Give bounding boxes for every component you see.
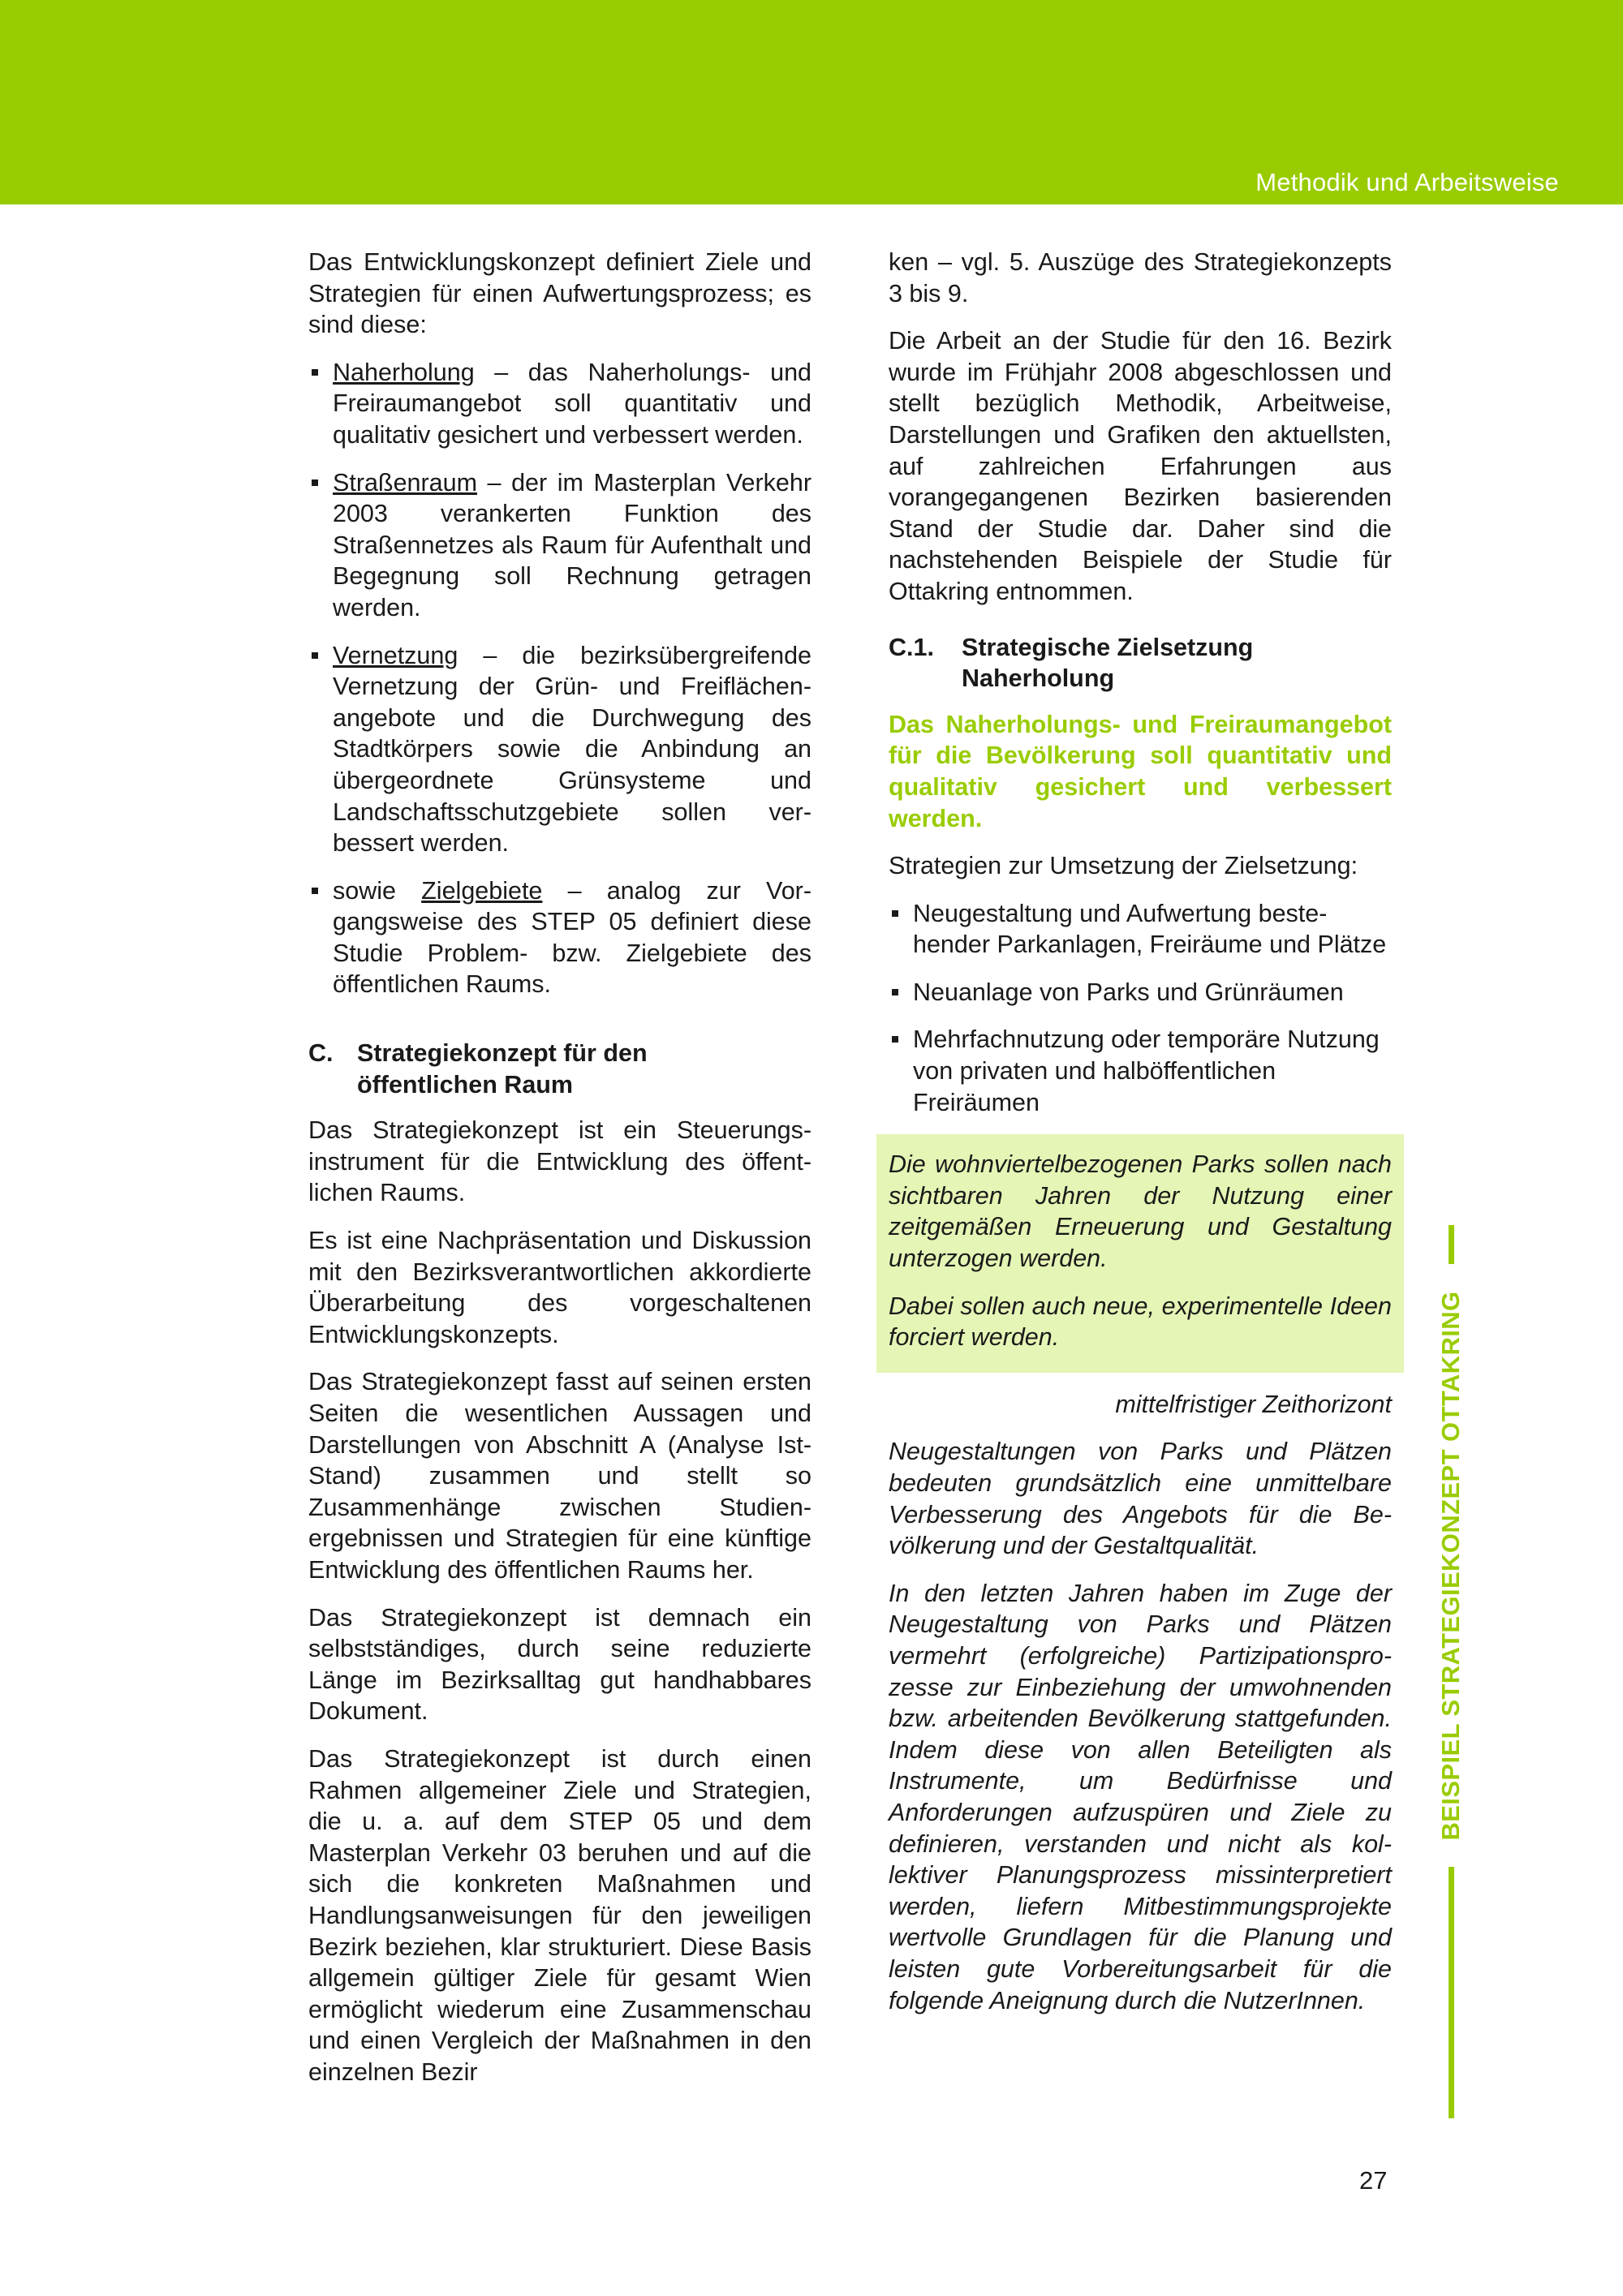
- goal-text: – der im Masterplan Verkehr 2003 verankerten Funktion des Straßennetzes als Raum für Aufenthalt und Begegnung soll Rechnung getragen werden.: [333, 468, 812, 621]
- highlight-box: [876, 1134, 1404, 1373]
- goal-text: – analog zur Vorgangsweise des STEP 05 definiert diese Studie Problem- bzw. Zielgebiete des öffentlichen Raums.: [333, 876, 812, 999]
- section-header-title: Methodik und Arbeitsweise: [1255, 168, 1559, 196]
- section-c-heading: [308, 1038, 812, 1100]
- strategy-text: Mehrfachnutzung oder temporäre Nutzung von privaten und halböffentlichen Freiräumen: [913, 1025, 1380, 1116]
- section-title-line2: Naherholung: [962, 664, 1115, 693]
- side-label: [1430, 1225, 1472, 2118]
- highlight-paragraph: Dabei sollen auch neue, experimentelle Ideen forciert werden.: [889, 1292, 1392, 1352]
- list-item: [889, 977, 1392, 1008]
- highlight-paragraph: Die wohnviertelbezogenen Parks sollen nach sichtbaren Jahren der Nutzung einer zeitgemäßen Erneuerung und Gestaltung unterzogen werden.: [889, 1150, 1392, 1273]
- intro-paragraph: Das Entwicklungskonzept definiert Ziele und Strategien für einen Aufwertungsprozess; es sind diese:: [308, 248, 812, 339]
- goal-term: Vernetzung: [333, 641, 458, 669]
- list-item: [308, 467, 812, 624]
- time-horizon-label: mittelfristiger Zeithorizont: [1115, 1390, 1392, 1418]
- strategies-list: [889, 898, 1392, 1119]
- bullet-square-icon: [312, 652, 318, 659]
- measure-description: [889, 1389, 1392, 2016]
- section-title-line2: öffentlichen Raum: [357, 1070, 574, 1099]
- section-title-line1: Strategiekonzept für den: [357, 1039, 648, 1068]
- body-paragraph: ken – vgl. 5. Auszüge des Strategiekonzepts 3 bis 9.: [889, 248, 1392, 307]
- page-number: 27: [1359, 2166, 1388, 2195]
- goal-term: Straßenraum: [333, 468, 477, 497]
- body-paragraph: Das Strategiekonzept ist durch einen Rahmen allgemeiner Ziele und Strategien, die u. a. auf dem STEP 05 und dem Masterplan Verkehr 03 beruhen und auf die sich die konkreten Maßnahmen und Handlungsanweisungen für den jeweiligen Bezirk beziehen, klar strukturiert. Diese Basis allgemein gültiger Ziele für gesamt Wien ermöglicht wiederum eine Zusammenschau und einen Vergleich der Maßnahmen in den einzelnen Bezir: [308, 1744, 812, 2086]
- right-column: [889, 247, 1392, 2032]
- goal-term: Zielgebiete: [421, 876, 543, 905]
- goal-prefix: sowie: [333, 876, 422, 905]
- list-item: [889, 1024, 1392, 1118]
- body-paragraph: Die Arbeit an der Studie für den 16. Bezirk wurde im Frühjahr 2008 abgeschlossen und stellt bezüglich Methodik, Arbeitweise, Darstellungen und Grafiken den aktuellsten, auf zahlreichen Erfahrungen aus vorangegangenen Bezirken basierenden Stand der Studie dar. Daher sind die nachstehenden Beispiele der Studie für Ottakring entnommen.: [889, 327, 1392, 605]
- section-number: C.1.: [889, 633, 934, 661]
- section-number: C.: [308, 1039, 334, 1068]
- bullet-square-icon: [312, 369, 318, 376]
- side-label-line-bottom: [1449, 1867, 1454, 2118]
- body-paragraph: Es ist eine Nachpräsentation und Diskussion mit den Bezirksverantwortlichen akkordierte Überarbeitung des vorgeschaltenen Entwicklungskonzepts.: [308, 1227, 812, 1348]
- goal-text: – die bezirksübergreifende Vernetzung der Grün- und Freiflächenangebote und die Durchwegung des Stadtkörpers sowie die Anbindung an übergeordnete Grünsysteme und Landschaftsschutzgebiete sollen verbessert werden.: [333, 641, 812, 858]
- section-title-line1: Strategische Zielsetzung: [962, 633, 1254, 661]
- goal-statement: Das Naherholungs- und Freiraumangebot für die Bevölkerung soll quantitativ und qualitativ gesichert und verbessert werden.: [889, 710, 1392, 832]
- list-item: [889, 898, 1392, 961]
- strategy-text: Neuanlage von Parks und Grünräumen: [913, 978, 1344, 1006]
- strategy-text: Neugestaltung und Aufwertung bestehender Parkanlagen, Freiräume und Plätze: [913, 899, 1387, 959]
- body-paragraph: Das Strategiekonzept fasst auf seinen ersten Seiten die wesentlichen Aussagen und Darstellungen von Abschnitt A (Analyse Ist-Stand) zusammen und stellt so Zusammenhänge zwischen Studienergebnissen und Strategien für eine künftige Entwicklung des öffentlichen Raums her.: [308, 1368, 812, 1584]
- bullet-square-icon: [892, 910, 898, 917]
- bullet-square-icon: [892, 1036, 898, 1043]
- section-c1-heading: [889, 632, 1392, 694]
- goals-list: [308, 357, 812, 1000]
- strategies-intro: Strategien zur Umsetzung der Zielsetzung:: [889, 852, 1358, 880]
- list-item: [308, 357, 812, 451]
- body-paragraph: Das Strategiekonzept ist demnach ein selbstständiges, durch seine reduzierte Länge im Bezirksalltag gut handhabbares Dokument.: [308, 1603, 812, 1726]
- goal-term: Naherholung: [333, 358, 475, 386]
- bullet-square-icon: [312, 888, 318, 894]
- list-item: [308, 875, 812, 1000]
- left-column: [308, 247, 812, 2104]
- side-label-text: BEISPIEL STRATEGIEKONZEPT OTTAKRING: [1436, 1291, 1465, 1841]
- body-paragraph: Das Strategiekonzept ist ein Steuerungsinstrument für die Entwicklung des öffentlichen Raums.: [308, 1116, 812, 1207]
- italic-paragraph: In den letzten Jahren haben im Zuge der Neugestaltung von Parks und Plätzen vermehrt (erfolgreiche) Partizipationsprozesse zur Einbeziehung der umwohnenden bzw. arbeitenden Bevölkerung stattgefunden. Indem diese von allen Beteiligten als Instrumente, um Bedürfnisse und Anforderungen aufzuspüren und Ziele zu definieren, verstanden und nicht als kollektiver Planungsprozess missinterpretiert werden, liefern Mitbestimmungsprojekte wertvolle Grundlagen für die Planung und leisten gute Vorbereitungsarbeit für die folgende Aneignung durch die NutzerInnen.: [889, 1579, 1392, 2014]
- side-label-line-top: [1449, 1225, 1454, 1264]
- list-item: [308, 640, 812, 859]
- italic-paragraph: Neugestaltungen von Parks und Plätzen bedeuten grundsätzlich eine unmittelbare Verbesserung des Angebots für die Bevölkerung und der Gestaltqualität.: [889, 1438, 1392, 1560]
- bullet-square-icon: [892, 989, 898, 995]
- bullet-square-icon: [312, 479, 318, 486]
- goal-text: – das Naherholungs- und Freiraumangebot soll quantitativ und qualitativ gesichert und verbessert werden.: [333, 358, 812, 449]
